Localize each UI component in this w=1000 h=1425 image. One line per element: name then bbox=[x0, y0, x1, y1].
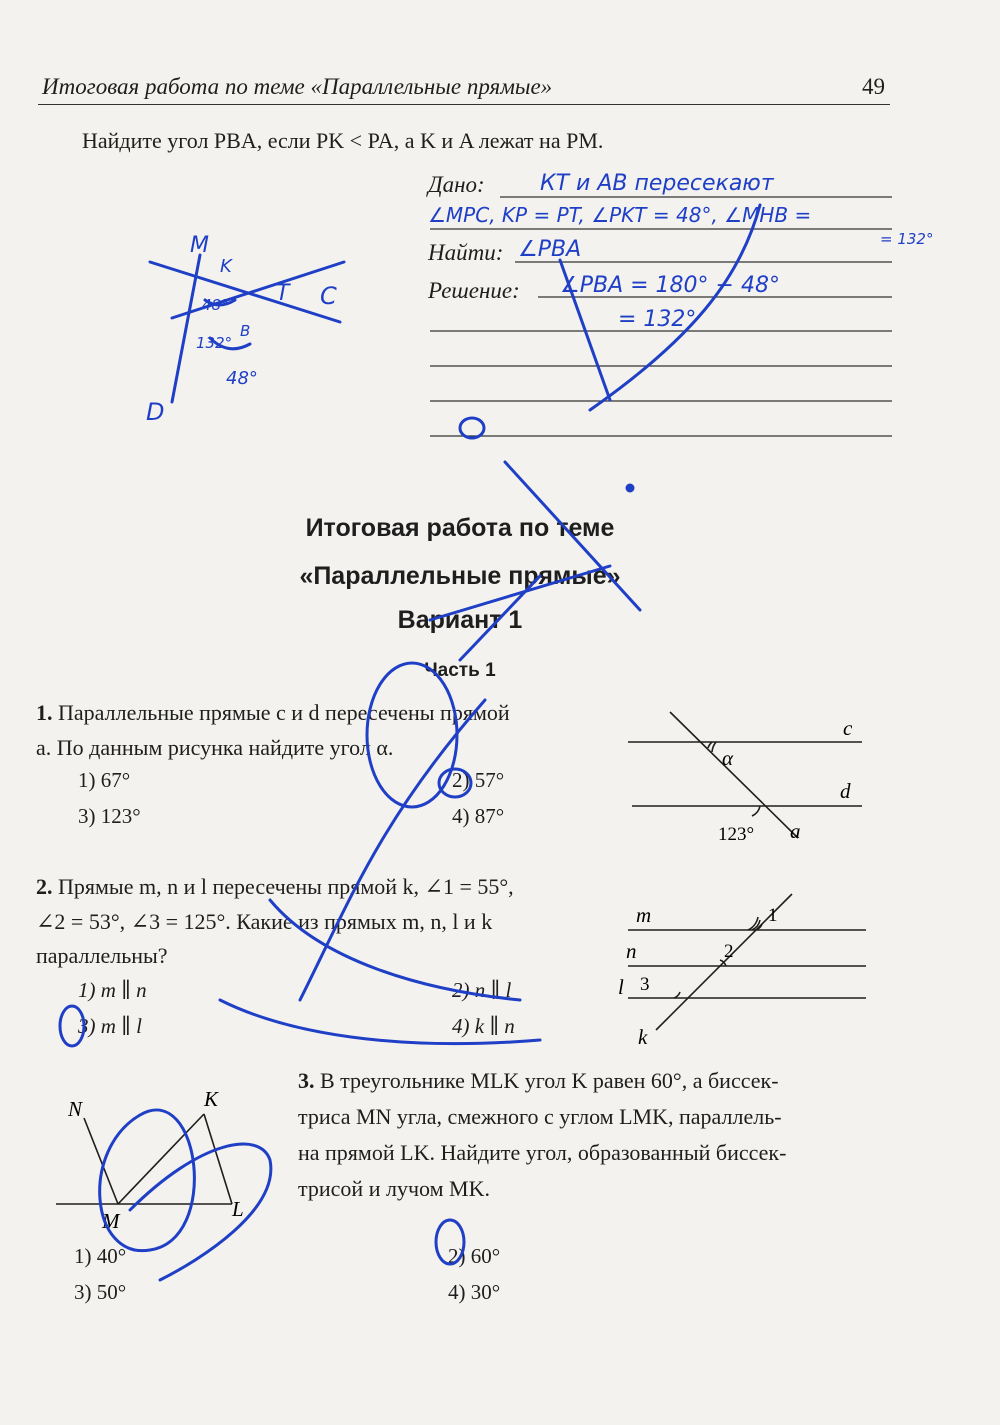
q1-option-1[interactable]: 1) 67° bbox=[78, 768, 131, 792]
q2-line1: Прямые m, n и l пересечены прямой k, ∠1 = 55°, bbox=[58, 874, 514, 899]
q1-line2: a. По данным рисунка найдите угол α. bbox=[36, 735, 394, 760]
q1-label-123: 123° bbox=[718, 824, 755, 845]
q3-side-mk bbox=[118, 1114, 204, 1204]
q3-number: 3. bbox=[298, 1068, 315, 1093]
q1-line1: Параллельные прямые c и d пересечены прямой bbox=[58, 700, 510, 725]
q3-line4: трисой и лучом MK. bbox=[298, 1176, 490, 1201]
q2-figure bbox=[628, 894, 866, 1030]
hw-find: ∠PBA bbox=[518, 237, 582, 262]
q2-option-2[interactable]: 2) n ∥ l bbox=[452, 978, 512, 1002]
q1-label-alpha: α bbox=[722, 746, 734, 770]
q1-option-2[interactable]: 2) 57° bbox=[452, 768, 505, 792]
hw-sketch-M: M bbox=[190, 233, 209, 258]
q1-label-d: d bbox=[840, 779, 851, 803]
running-header: Итоговая работа по теме «Параллельные прямые» bbox=[42, 74, 553, 99]
q2-label-l: l bbox=[618, 975, 624, 999]
q2-label-m: m bbox=[636, 903, 652, 927]
hw-solution-1: ∠PBA = 180° − 48° bbox=[560, 273, 780, 298]
q3-side-kl bbox=[204, 1114, 232, 1204]
q2-label-k: k bbox=[638, 1025, 648, 1049]
hw-sketch-K: K bbox=[220, 256, 232, 277]
q3-line2: триса MN угла, смежного с углом LMK, параллель- bbox=[298, 1104, 782, 1129]
hw-sketch-C: C bbox=[320, 282, 337, 310]
hw-sketch-48a: 48° bbox=[202, 296, 229, 314]
part-title: Часть 1 bbox=[424, 660, 496, 681]
q2-option-3[interactable]: 3) m ∥ l bbox=[78, 1014, 142, 1038]
solution-label: Решение: bbox=[428, 278, 520, 303]
q2-number: 2. bbox=[36, 874, 53, 899]
q1-label-c: c bbox=[843, 716, 853, 740]
q1-figure bbox=[628, 712, 862, 838]
q2-label-n: n bbox=[626, 939, 637, 963]
page-number: 49 bbox=[862, 74, 885, 99]
top-problem-text: Найдите угол PBA, если PK < PA, а K и A лежат на PM. bbox=[82, 128, 604, 153]
q2-line3: параллельны? bbox=[36, 943, 168, 968]
q3-option-4[interactable]: 4) 30° bbox=[448, 1280, 501, 1304]
q2-angle-3-arc bbox=[674, 992, 680, 998]
q1-option-4[interactable]: 4) 87° bbox=[452, 804, 505, 828]
q3-figure bbox=[56, 1114, 232, 1204]
q2-label-2: 2 bbox=[724, 941, 734, 962]
q1-number: 1. bbox=[36, 700, 53, 725]
hw-sketch-T: T bbox=[276, 281, 290, 306]
q3-option-2[interactable]: 2) 60° bbox=[448, 1244, 501, 1268]
q1-label-a: a bbox=[790, 819, 801, 843]
q3-label-K: K bbox=[204, 1087, 219, 1111]
q3-label-L: L bbox=[232, 1197, 244, 1221]
find-label: Найти: bbox=[428, 240, 504, 265]
q3-line1: В треугольнике MLK угол K равен 60°, а биссек- bbox=[320, 1068, 779, 1093]
q2-label-1: 1 bbox=[768, 905, 778, 926]
q1-option-3[interactable]: 3) 123° bbox=[78, 804, 141, 828]
hw-sketch-48b: 48° bbox=[226, 368, 258, 389]
given-label: Дано: bbox=[428, 172, 485, 197]
hw-solution-2: = 132° bbox=[618, 307, 697, 332]
q2-line2: ∠2 = 53°, ∠3 = 125°. Какие из прямых m, n, l и k bbox=[36, 909, 493, 934]
q1-angle-123-arc bbox=[752, 806, 760, 816]
q2-label-3: 3 bbox=[640, 974, 650, 995]
hw-given-2: ∠MPC, KP = PT, ∠PKT = 48°, ∠MHB = bbox=[428, 203, 812, 227]
variant-title: Вариант 1 bbox=[397, 606, 523, 634]
q1-angle-alpha-arc bbox=[708, 742, 712, 748]
hw-given-1: КТ и АВ пересекают bbox=[540, 171, 774, 196]
section-title-line1: Итоговая работа по теме bbox=[305, 514, 615, 542]
section-title-line2: «Параллельные прямые» bbox=[299, 562, 621, 590]
hw-sketch-D: D bbox=[146, 398, 165, 426]
q3-option-3[interactable]: 3) 50° bbox=[74, 1280, 127, 1304]
q3-line3: на прямой LK. Найдите угол, образованный биссек- bbox=[298, 1140, 787, 1165]
q3-label-N: N bbox=[68, 1097, 83, 1121]
hw-given-3: = 132° bbox=[880, 230, 934, 248]
q2-option-4[interactable]: 4) k ∥ n bbox=[452, 1014, 515, 1038]
q3-label-M: M bbox=[102, 1209, 120, 1233]
q3-option-1[interactable]: 1) 40° bbox=[74, 1244, 127, 1268]
q1-line-a bbox=[670, 712, 798, 838]
hw-sketch-B: B bbox=[240, 322, 251, 340]
handwriting-layer bbox=[60, 171, 933, 1280]
q2-option-1[interactable]: 1) m ∥ n bbox=[78, 978, 147, 1002]
hw-sketch-132: 132° bbox=[196, 334, 233, 352]
